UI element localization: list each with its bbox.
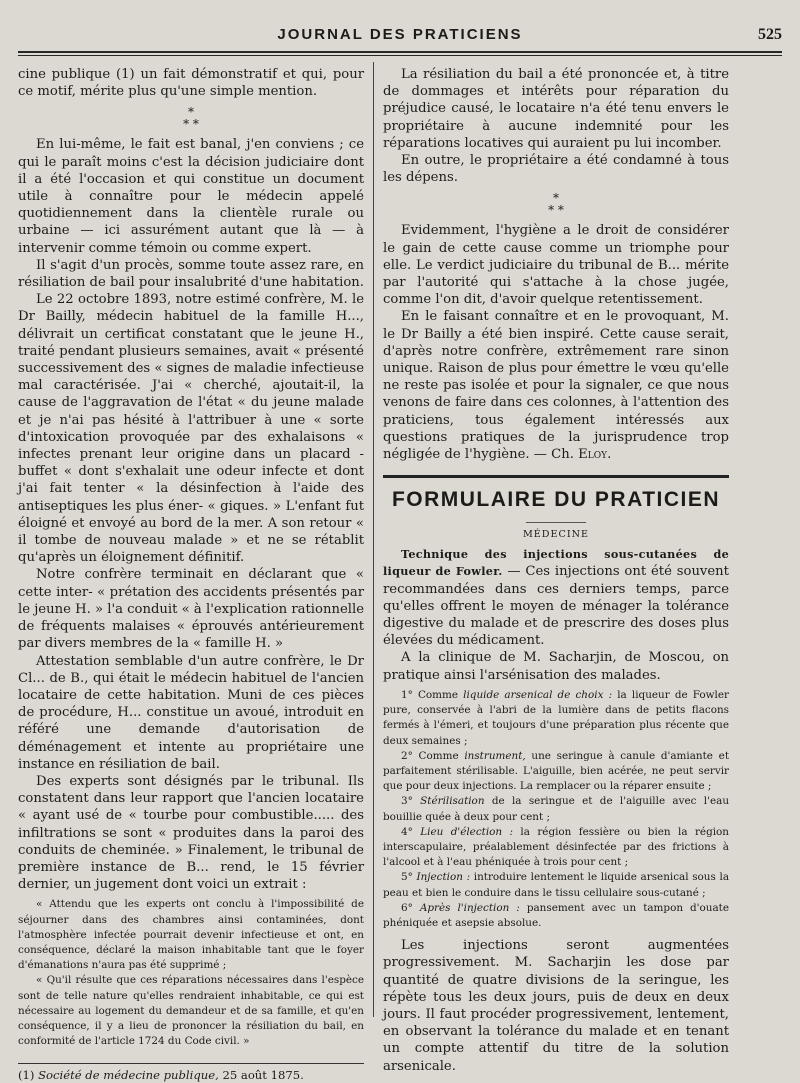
item-number: 6°: [401, 901, 420, 914]
paragraph: En lui-même, le fait est banal, j'en conviens ; ce qui le paraît moins c'est la décision judiciaire dont il a été l'occasion et qui constitue un document utile à connaître pour le médecin appelé quotidiennement dans la clientèle rurale ou urbaine — ici assurément autant que là — à intervenir comme témoin ou comme expert.: [18, 137, 364, 256]
paragraph: Les injections seront augmentées progressivement. M. Sacharjin les dose par quantité de quatre divisions de la seringue, les répète tous les deux jours, puis de deux en deux jours. Il faut procéder progressivement, lentement, en observant la tolérance du malade et en tenant un compte attentif du titre de la solution arsenicale.: [383, 938, 729, 1074]
item-number: 5°: [401, 871, 417, 884]
item-number: 4°: [401, 825, 421, 838]
paragraph: [383, 222, 729, 308]
quote-paragraph: « Qu'il résulte que ces réparations nécessaires dans l'espèce sont de telle nature qu'elles rendraient inhabitable, ce qui est nécessaire au logement du demandeur et de sa famille, et qu'en conséquence, il y a lieu de prononcer la résiliation du bail, en conformité de l'article 1724 du Code civil. »: [18, 974, 364, 1048]
item-text: pansement avec un tampon d'ouate phéniquée et asepsie absolue.: [383, 901, 730, 929]
footnote-rule: [18, 1063, 364, 1064]
list-item: [383, 749, 729, 795]
footnote-date: 25 août 1875.: [218, 1068, 304, 1083]
list-item: [383, 901, 729, 931]
paragraph: [383, 546, 729, 649]
item-term: Stérilisation: [420, 795, 485, 808]
header-rule-thin: [18, 55, 782, 56]
subsection-rule: [526, 522, 586, 523]
footnote-source: Société de médecine publique,: [38, 1068, 219, 1083]
paragraph-text: — Ces injections ont été souvent recommandées dans ces derniers temps, parce qu'elles offrent le moyen de ménager la tolérance digestive du malade et de prescrire des doses plus élevées du médicament.: [383, 564, 729, 649]
paragraph: Des experts sont désignés par le tribunal. Ils constatent dans leur rapport que l'ancien locataire « ayant usé de « tourbe pour combustible..... des infiltrations se sont « produites dans la paroi des conduits de cheminée. » Finalement, le tribunal de première instance de B... rend, le 15 février dernier, un jugement dont voici un extrait :: [18, 773, 364, 893]
header-rule: [18, 51, 782, 53]
paragraph: En outre, le propriétaire a été condamné à tous les dépens.: [383, 153, 729, 186]
section-asterism: * * *: [548, 191, 564, 218]
article-lead: Technique des injections sous-cutanées de liqueur de Fowler.: [383, 547, 729, 579]
paragraph: cine publique (1) un fait démonstratif et qui, pour ce motif, mérite plus qu'une simple mention.: [18, 67, 364, 100]
item-term: Injection :: [416, 871, 471, 884]
page-number: 525: [758, 26, 782, 43]
left-column: [18, 66, 364, 1083]
item-term: instrument,: [464, 749, 526, 762]
item-number: 1° Comme: [401, 688, 464, 701]
judgment-quote: [18, 897, 364, 1049]
right-column: [383, 66, 729, 1075]
item-term: liquide arsenical de choix :: [463, 688, 613, 701]
list-item: [383, 688, 729, 749]
paragraph-text: En le faisant connaître et en le provoquant, M. le Dr Bailly a été bien inspiré. Cette cause serait, d'après notre confrère, extrêmement rare sinon unique. Raison de plus pour émettre le vœu qu'elle ne reste pas isolée et pour la signaler, ce que nous venons de faire dans ces colonnes, à l'attention des praticiens, tous également intéressés aux questions pratiques de la jurisprudence trop négligée de l'hygiène. — Ch.: [383, 309, 729, 463]
section-rule: [383, 475, 729, 478]
item-text: la région fessière ou bien la région interscapulaire, préalablement désinfectée par des frictions à l'alcool et à l'eau phéniquée à trois pour cent ;: [383, 825, 729, 869]
item-term: Lieu d'élection :: [420, 825, 513, 838]
column-divider: [373, 62, 374, 1017]
paragraph: Le 22 octobre 1893, notre estimé confrère, M. le Dr Bailly, médecin habituel de la famille H..., délivrait un certificat constatant que le jeune H., traité pendant plusieurs semaines, avait « présenté successivement des « signes de maladie infectieuse mal caractérisée. J'ai « cherché, ajoutait-il, la cause de l'aggravation de l'état « du jeune malade et je n'ai pas hésité à l'attribuer à une « sorte d'intoxication provoquée par des exhalaisons « infectes prenant leur origine dans un placard - buffet « dont s'exhalait une odeur infecte et dont j'ai fait tenter « la désinfection à l'aide des antiseptiques les plus éner- « giques. » L'enfant fut éloigné et envoyé au bord de la mer. A son retour « il tombe de nouveau malade » et ne se rétablit qu'après un éloignement définitif.: [18, 292, 364, 566]
item-text: de la seringue et de l'aiguille avec l'eau bouillie quée à deux pour cent ;: [383, 795, 730, 823]
item-text: la liqueur de Fowler pure, conservée à l'abri de la lumière dans de petits flacons fermés à l'émeri, et toujours d'une préparation plus récente que deux semaines ;: [383, 688, 730, 747]
item-text: une seringue à canule d'amiante et parfaitement stérilisable. L'aiguille, bien acérée, ne peut servir que pour deux injections. La remplacer ou la réparer ensuite ;: [383, 749, 729, 793]
running-header: [18, 22, 782, 48]
paragraph: Il s'agit d'un procès, somme toute assez rare, en résiliation de bail pour insalubrité d'une habitation.: [18, 257, 364, 291]
quote-paragraph: « Attendu que les experts ont conclu à l'impossibilité de séjourner dans des chambres ainsi contaminées, dont l'atmosphère infectée pourrait devenir infectieuse et ont, en conséquence, déclaré la maison inhabitable tant que le foyer d'émanations n'aura pas été supprimé ;: [18, 898, 364, 972]
journal-title: JOURNAL DES PRATICIENS: [277, 26, 523, 43]
list-item: [383, 825, 729, 871]
paragraph: Notre confrère terminait en déclarant que « cette inter- « prétation des accidents présentés par le jeune H. » l'a conduit « à l'explication rationnelle de fréquents malaises « éprouvés antérieurement par divers membres de la « famille H. »: [18, 567, 364, 652]
item-term: Après l'injection :: [419, 901, 520, 914]
footnote: [18, 1068, 364, 1083]
section-title: FORMULAIRE DU PRATICIEN: [391, 488, 721, 512]
paragraph: La résiliation du bail a été prononcée et, à titre de dommages et intérêts pour réparation du préjudice causé, le locataire n'a été tenu envers le propriétaire à aucune indemnité pour les réparations locatives qui auraient pu lui incomber.: [383, 67, 729, 151]
paragraph: [383, 308, 729, 463]
subsection-title: MÉDECINE: [522, 529, 590, 541]
author-signature: Eloy.: [578, 447, 612, 463]
paragraph: Attestation semblable d'un autre confrère, le Dr Cl... de B., qui était le médecin habituel de l'ancien locataire de cette habitation. Muni de ces pièces de procédure, H... constitue un avoué, introduit en référé une demande d'autorisation de déménagement et intente au propriétaire une instance en résiliation de bail.: [18, 653, 364, 772]
procedure-list: [383, 688, 729, 931]
item-text: introduire lentement le liquide arsenical sous la peau et bien le conduire dans le tissu cellulaire sous-cutané ;: [383, 871, 730, 899]
paragraph-text: Evidemment, l'hygiène a le droit de considérer le gain de cette cause comme un triomphe pour elle. Le verdict judiciaire du tribunal de B... mérite par l'autorité qui s'attache à la chose jugée, comme l'on dit, d'avoir quelque retentissement.: [383, 223, 729, 308]
list-item: [383, 870, 729, 900]
list-item: [383, 794, 729, 824]
paragraph: A la clinique de M. Sacharjin, de Moscou, on pratique ainsi l'arsénisation des malades.: [383, 650, 729, 683]
section-asterism: * * *: [183, 105, 199, 132]
footnote-number: (1): [18, 1068, 39, 1083]
item-number: 2° Comme: [401, 749, 465, 762]
item-number: 3°: [401, 795, 421, 808]
